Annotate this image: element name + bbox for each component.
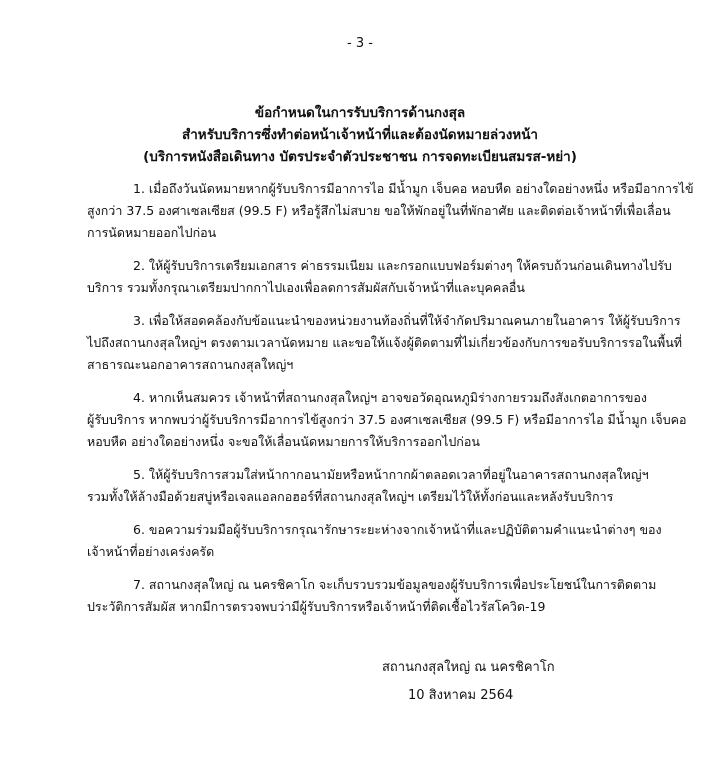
list-item xyxy=(87,310,683,376)
list-item xyxy=(87,464,667,508)
list-item xyxy=(87,519,667,563)
list-item-line: 5. ให้ผู้รับบริการสวมใส่หน้ากากอนามัยหรือหน้ากากผ้าตลอดเวลาที่อยู่ในอาคารสถานกงสุลใหญ่ฯ xyxy=(133,467,649,482)
list-item xyxy=(87,574,667,618)
list-item-line: ผู้รับบริการ หากพบว่าผู้รับบริการมีอาการไข้สูงกว่า 37.5 องศาเซลเซียส (99.5 F) หรือมีอาการไอ มีน้ำมูก เจ็บคอ xyxy=(87,412,687,427)
list-item-line: การนัดหมายออกไปก่อน xyxy=(87,225,217,240)
list-item-line: 7. สถานกงสุลใหญ่ ณ นครชิคาโก จะเก็บรวบรวมข้อมูลของผู้รับบริการเพื่อประโยชน์ในการติดตาม xyxy=(133,577,657,592)
list-item-line: รวมทั้งให้ล้างมือด้วยสบู่หรือเจลแอลกอฮอร์ที่สถานกงสุลใหญ่ฯ เตรียมไว้ให้ทั้งก่อนและหลังรับบริการ xyxy=(87,489,614,504)
list-item xyxy=(87,178,694,244)
list-item-line: 2. ให้ผู้รับบริการเตรียมเอกสาร ค่าธรรมเนียม และกรอกแบบฟอร์มต่างๆ ให้ครบถ้วนก่อนเดินทางไปรับ xyxy=(133,258,672,273)
heading-line-2: สำหรับบริการซึ่งทำต่อหน้าเจ้าหน้าที่และต้องนัดหมายล่วงหน้า xyxy=(181,127,539,143)
signature-date: 10 สิงหาคม 2564 xyxy=(408,688,514,703)
list-item-line: 4. หากเห็นสมควร เจ้าหน้าที่สถานกงสุลใหญ่ฯ อาจขอวัดอุณหภูมิร่างกายรวมถึงสังเกตอาการของ xyxy=(133,390,648,405)
page-number: - 3 - xyxy=(347,36,373,51)
signature-block xyxy=(382,654,555,710)
list-item-line: 6. ขอความร่วมมือผู้รับบริการกรุณารักษาระยะห่างจากเจ้าหน้าที่และปฏิบัติตามคำแนะนำต่างๆ ของ xyxy=(133,522,662,537)
list-item-line: สาธารณะนอกอาคารสถานกงสุลใหญ่ฯ xyxy=(87,357,294,372)
list-item-line: 1. เมื่อถึงวันนัดหมายหากผู้รับบริการมีอาการไอ มีน้ำมูก เจ็บคอ หอบหืด อย่างใดอย่างหนึ่ง หรือมีอาการไข้ xyxy=(133,181,694,196)
list-item-line: สูงกว่า 37.5 องศาเซลเซียส (99.5 F) หรือรู้สึกไม่สบาย ขอให้พักอยู่ในที่พักอาศัย และติดต่อเจ้าหน้าที่เพื่อเลื่อน xyxy=(87,203,671,218)
list-item xyxy=(87,255,672,299)
list-item xyxy=(87,387,687,453)
heading-line-3: (บริการหนังสือเดินทาง บัตรประจำตัวประชาชน การจดทะเบียนสมรส-หย่า) xyxy=(143,149,577,165)
list-item-line: ไปถึงสถานกงสุลใหญ่ฯ ตรงตามเวลานัดหมาย และขอให้แจ้งผู้ติดตามที่ไม่เกี่ยวข้องกับการขอรับบริการรอในพื้นที่ xyxy=(87,335,683,350)
heading-line-1: ข้อกำหนดในการรับบริการด้านกงสุล xyxy=(254,105,466,121)
list-item-line: 3. เพื่อให้สอดคล้องกับข้อแนะนำของหน่วยงานท้องถิ่นที่ให้จำกัดปริมาณคนภายในอาคาร ให้ผู้รับบริการ xyxy=(133,313,681,328)
list-item-line: เจ้าหน้าที่อย่างเคร่งครัด xyxy=(87,544,215,559)
list-item-line: หอบหืด อย่างใดอย่างหนึ่ง จะขอให้เลื่อนนัดหมายการให้บริการออกไปก่อน xyxy=(87,434,480,449)
signature-office: สถานกงสุลใหญ่ ณ นครชิคาโก xyxy=(382,660,555,675)
list-item-line: ประวัติการสัมผัส หากมีการตรวจพบว่ามีผู้รับบริการหรือเจ้าหน้าที่ติดเชื้อไวรัสโควิด-19 xyxy=(87,599,546,614)
requirements-list xyxy=(87,178,694,629)
list-item-line: บริการ รวมทั้งกรุณาเตรียมปากกาไปเองเพื่อลดการสัมผัสกับเจ้าหน้าที่และบุคคลอื่น xyxy=(87,280,525,295)
document-heading xyxy=(0,102,720,168)
